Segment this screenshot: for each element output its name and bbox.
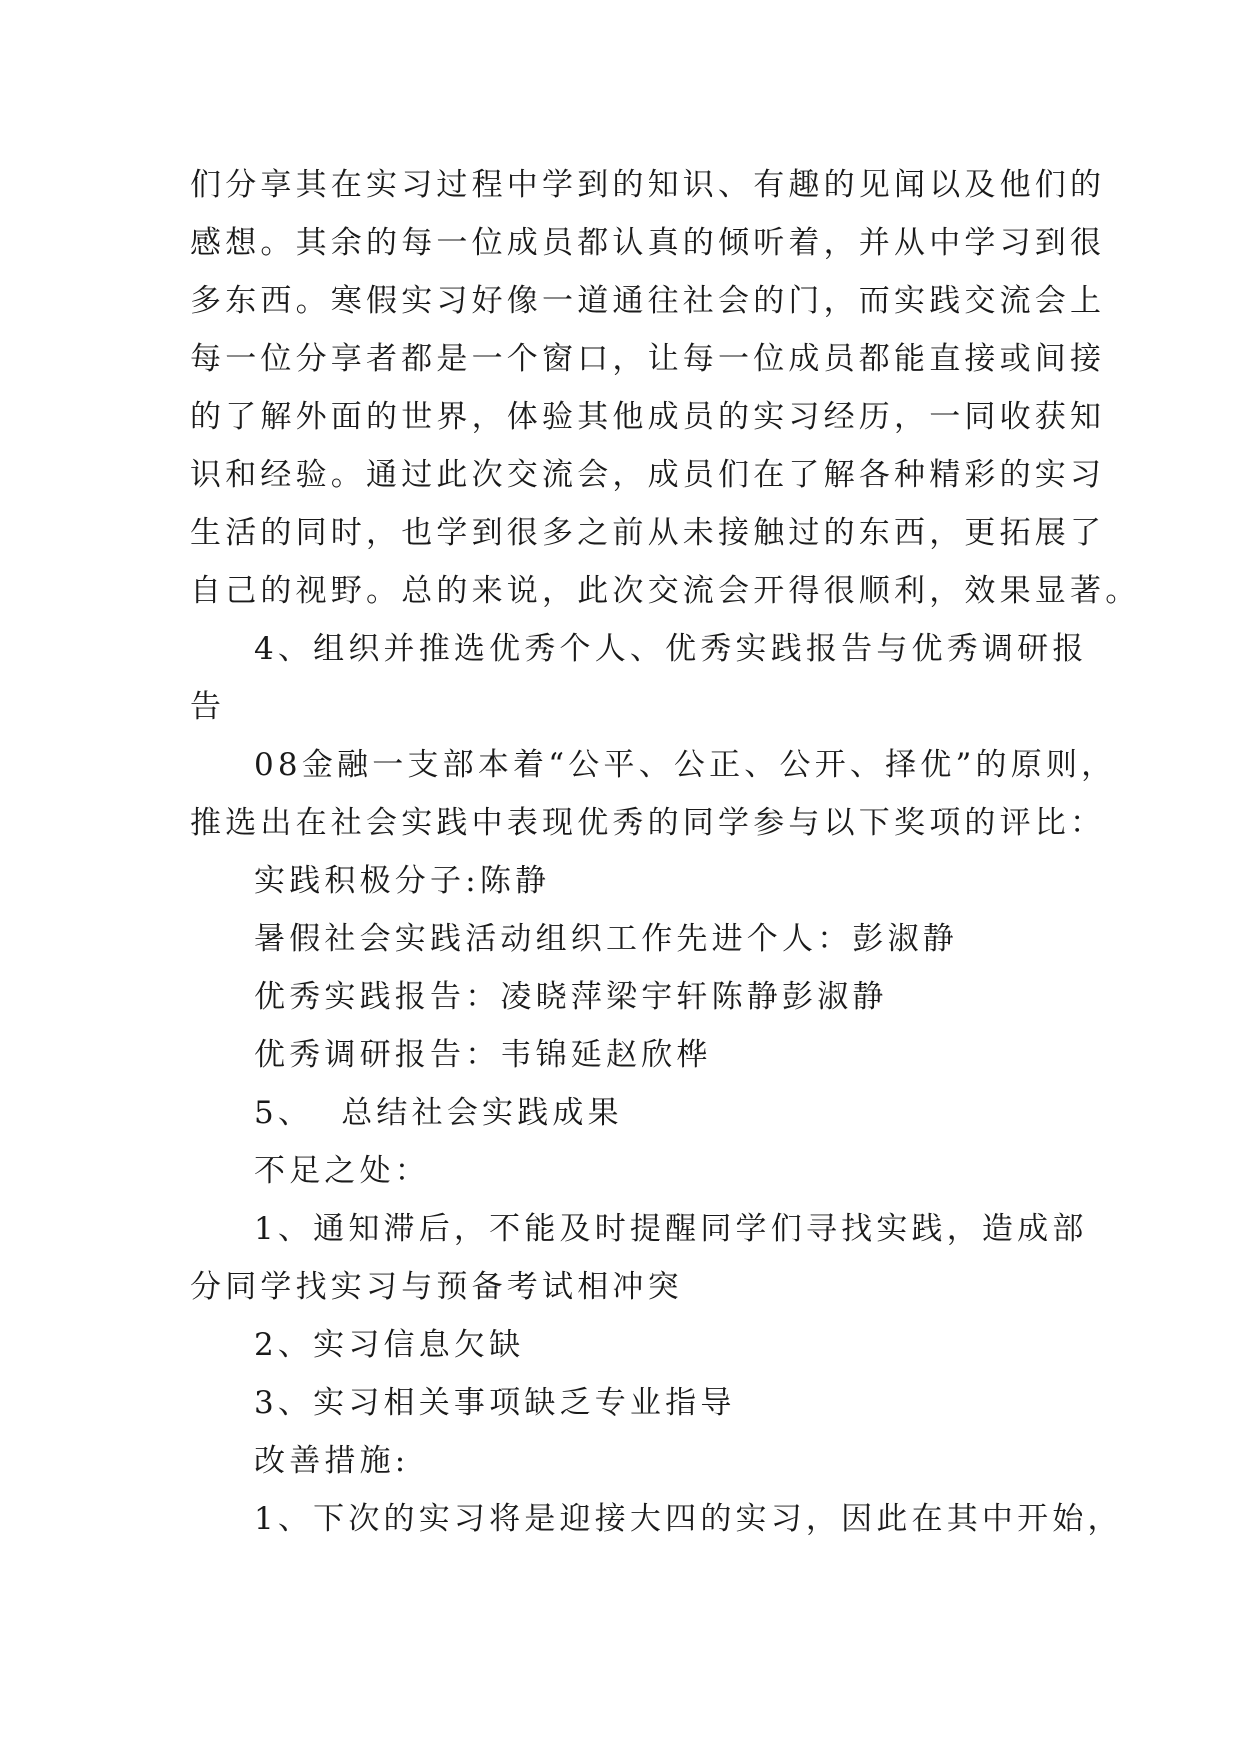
text-line: 1、通知滞后，不能及时提醒同学们寻找实践，造成部 bbox=[254, 1211, 1088, 1247]
text-line: 08金融一支部本着“公平、公正、公开、择优”的原则， bbox=[254, 747, 1117, 783]
text-line: 们分享其在实习过程中学到的知识、有趣的见闻以及他们的 bbox=[190, 167, 1106, 203]
item-4-heading bbox=[190, 620, 1088, 736]
shortcoming-1 bbox=[190, 1200, 1088, 1316]
text-line: 实践积极分子:陈静 bbox=[254, 863, 551, 899]
text-line: 改善措施: bbox=[254, 1443, 410, 1479]
improvements-heading bbox=[190, 1432, 1050, 1490]
shortcomings-heading bbox=[190, 1142, 1050, 1200]
improvement-1 bbox=[190, 1490, 1123, 1548]
shortcoming-2 bbox=[190, 1316, 1050, 1374]
text-line: 1、下次的实习将是迎接大四的实习，因此在其中开始， bbox=[254, 1501, 1123, 1537]
text-line: 优秀实践报告：凌晓萍梁宇轩陈静彭淑静 bbox=[254, 979, 888, 1015]
award-active-member bbox=[190, 852, 1050, 910]
text-line: 告 bbox=[190, 689, 226, 725]
text-line: 的了解外面的世界，体验其他成员的实习经历，一同收获知 bbox=[190, 399, 1106, 435]
text-line: 每一位分享者都是一个窗口，让每一位成员都能直接或间接 bbox=[190, 341, 1106, 377]
text-line: 暑假社会实践活动组织工作先进个人：彭淑静 bbox=[254, 921, 958, 957]
text-line: 生活的同时，也学到很多之前从未接触过的东西，更拓展了 bbox=[190, 515, 1106, 551]
text-line: 3、实习相关事项缺乏专业指导 bbox=[254, 1385, 736, 1421]
award-research-report bbox=[190, 1026, 1050, 1084]
text-line: 推选出在社会实践中表现优秀的同学参与以下奖项的评比： bbox=[190, 805, 1106, 841]
paragraph-exchange-meeting bbox=[190, 156, 1141, 620]
text-line: 5、 总结社会实践成果 bbox=[254, 1095, 623, 1131]
document-body bbox=[190, 156, 1141, 1548]
paragraph-selection-principle bbox=[190, 736, 1117, 852]
text-line: 优秀调研报告：韦锦延赵欣桦 bbox=[254, 1037, 712, 1073]
text-line: 分同学找实习与预备考试相冲突 bbox=[190, 1269, 683, 1305]
text-line: 2、实习信息欠缺 bbox=[254, 1327, 525, 1363]
text-line: 4、组织并推选优秀个人、优秀实践报告与优秀调研报 bbox=[254, 631, 1088, 667]
award-organizer bbox=[190, 910, 1050, 968]
text-line: 识和经验。通过此次交流会，成员们在了解各种精彩的实习 bbox=[190, 457, 1106, 493]
award-practice-report bbox=[190, 968, 1050, 1026]
text-line: 感想。其余的每一位成员都认真的倾听着，并从中学习到很 bbox=[190, 225, 1106, 261]
item-5-heading bbox=[190, 1084, 1050, 1142]
text-line: 不足之处： bbox=[254, 1153, 430, 1189]
shortcoming-3 bbox=[190, 1374, 1050, 1432]
text-line: 自己的视野。总的来说，此次交流会开得很顺利，效果显著。 bbox=[190, 573, 1141, 609]
text-line: 多东西。寒假实习好像一道通往社会的门，而实践交流会上 bbox=[190, 283, 1106, 319]
